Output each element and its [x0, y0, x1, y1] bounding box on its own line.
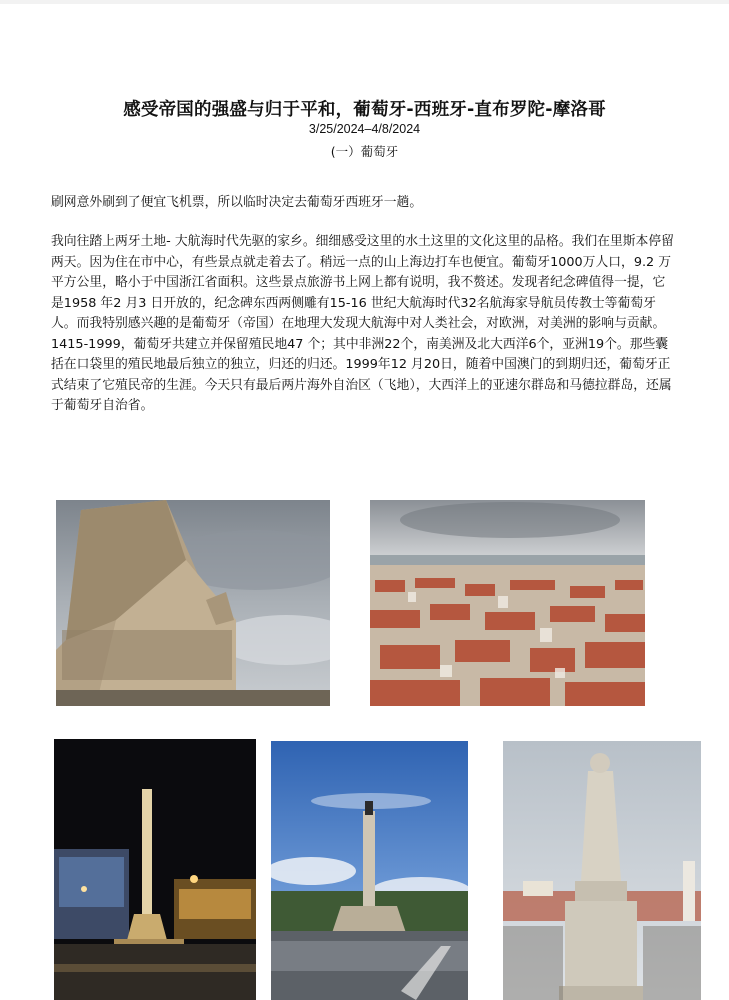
- photo-lisbon-rooftops: [370, 500, 645, 706]
- photo-night-plaza: [54, 739, 256, 1000]
- body-paragraph: 我向往踏上两牙土地- 大航海时代先驱的家乡。细细感受这里的水土这里的文化这里的品格。我们在里斯本停留两天。因为住在市中心，有些景点就走着去了。稍远一点的山上海边打车也便宜。葡萄牙1000万人口，9.2 万平方公里，略小于中国浙江省面积。这些景点旅游书上网上都有说明，我不赘述。发现者纪念碑值得一提，它是1958 年2 月3 日开放的，纪念碑东西两侧雕有15-16 世纪大航海时代32名航海家导航员传教士等葡萄牙人。而我特别感兴趣的是葡萄牙（帝国）在地理大发现大航海中对人类社会，对欧洲，对美洲的影响与贡献。1415-1999，葡萄牙共建立并保留殖民地47 个；其中非洲22个，南美洲及北大西洋6个，亚洲19个。那些囊括在口袋里的殖民地最后独立的独立，归还的归还。1999年12 月20日，随着中国澳门的到期归还，葡萄牙正式结束了它殖民帝的生涯。今天只有最后两片海外自治区（飞地），大西洋上的亚速尔群岛和马德拉群岛，还属于葡萄牙自治省。: [51, 234, 674, 413]
- section-heading: (一）葡萄牙: [330, 144, 399, 159]
- photo-discoveries-monument: [56, 500, 330, 706]
- intro-paragraph: 刷网意外刷到了便宜飞机票，所以临时决定去葡萄牙西班牙一趟。: [51, 195, 423, 210]
- photo-statue-viewpoint: [503, 741, 701, 1000]
- date-range: 3/25/2024–4/8/2024: [308, 122, 421, 136]
- photo-pombal-monument: [271, 741, 468, 1000]
- article-title: 感受帝国的强盛与归于平和，葡萄牙-西班牙-直布罗陀-摩洛哥: [123, 100, 606, 120]
- top-border: [0, 0, 729, 4]
